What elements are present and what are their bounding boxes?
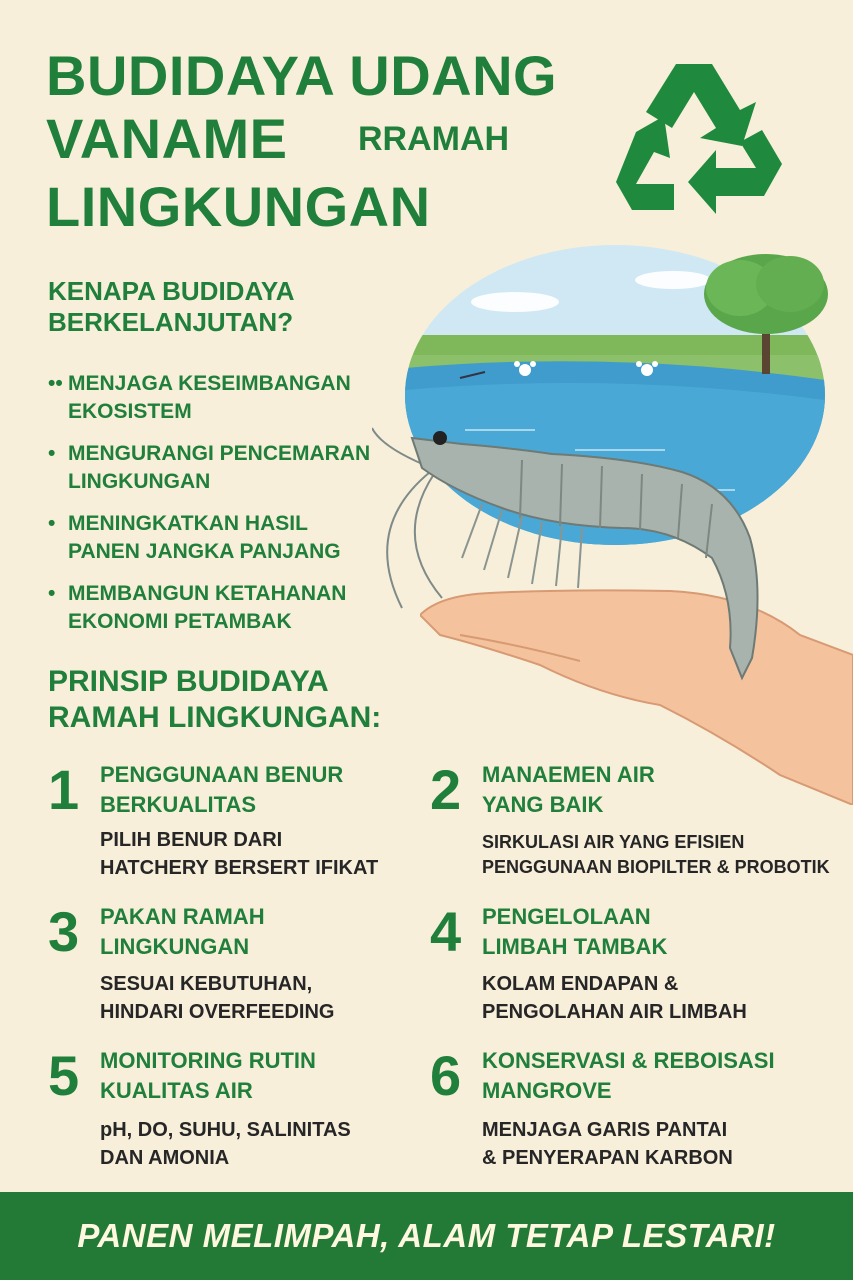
principles-heading-line-1: PRINSIP BUDIDAYA (48, 665, 329, 698)
why-heading (48, 276, 295, 338)
title-line-1: BUDIDAYA UDANG (46, 44, 558, 107)
why-item-line-2: LINGKUNGAN (68, 469, 211, 493)
why-item (48, 510, 408, 566)
principle-title-line-2: YANG BAIK (482, 791, 604, 817)
principle-title (482, 1046, 775, 1106)
principle-description-line-2: & PENYERAPAN KARBON (482, 1147, 733, 1169)
principle-number: 4 (430, 900, 462, 963)
principle-title (482, 902, 667, 962)
principle-title-line-1: PAKAN RAMAH (100, 904, 265, 929)
why-item-line-1: MEMBANGUN KETAHANAN (68, 582, 347, 605)
principle-title-line-1: MANAEMEN AIR (482, 762, 655, 787)
principle-title-line-1: KONSERVASI & REBOISASI (482, 1048, 775, 1073)
why-item-line-2: PANEN JANGKA PANJANG (68, 539, 341, 563)
principle-description-line-2: DAN AMONIA (100, 1147, 230, 1169)
principle-number: 2 (430, 758, 462, 821)
principle-description (482, 1116, 733, 1172)
why-item-line-1: MENINGKATKAN HASIL (68, 512, 308, 535)
why-item-line-2: EKOSISTEM (68, 399, 192, 423)
principle-title-line-2: MANGROVE (482, 1077, 612, 1103)
footer-banner (0, 1192, 853, 1280)
principle-number: 1 (48, 758, 80, 821)
why-heading-line-2: BERKELANJUTAN? (48, 307, 294, 338)
principle-description-line-2: HINDARI OVERFEEDING (100, 1001, 335, 1023)
principles-heading-line-2: RAMAH LINGKUNGAN: (48, 701, 382, 734)
principle-description (100, 970, 334, 1026)
principle-title-line-1: PENGELOLAAN (482, 904, 651, 929)
why-item (48, 370, 408, 426)
principle-title-line-1: MONITORING RUTIN (100, 1048, 316, 1073)
principle-title (482, 760, 655, 820)
principle-description-line-1: MENJAGA GARIS PANTAI (482, 1119, 728, 1141)
principle-description-line-1: SIRKULASI AIR YANG EFISIEN (482, 832, 745, 852)
principle-number: 3 (48, 900, 80, 963)
shrimp-illustration (372, 408, 802, 688)
principle-description (482, 830, 830, 880)
principle-description-line-1: SESUAI KEBUTUHAN, (100, 973, 313, 995)
principle-title-line-1: PENGGUNAAN BENUR (100, 762, 344, 787)
why-item (48, 580, 408, 636)
bullet-icon: • (48, 442, 56, 465)
principle-title (100, 760, 343, 820)
principle-title (100, 902, 265, 962)
principle-title-line-2: KUALITAS AIR (100, 1077, 253, 1103)
bullet-icon: • (48, 582, 56, 605)
principle-description-line-2: PENGGUNAAN BIOPILTER & PROBOTIK (482, 857, 830, 878)
principle-description-line-1: KOLAM ENDAPAN & (482, 973, 679, 995)
principle-description (100, 1116, 351, 1172)
principle-title-line-2: LINGKUNGAN (100, 933, 250, 959)
principle-title-line-2: LIMBAH TAMBAK (482, 933, 668, 959)
bullet-icon: •• (48, 372, 63, 395)
title-line-2-small: RRAMAH (358, 120, 510, 158)
bullet-icon: • (48, 512, 56, 535)
principle-description-line-1: pH, DO, SUHU, SALINITAS (100, 1119, 351, 1141)
principle-description (100, 826, 378, 882)
title-line-3: LINGKUNGAN (46, 175, 431, 238)
title-line-2: VANAME (46, 107, 288, 170)
principle-description (482, 970, 747, 1026)
why-item-line-1: MENJAGA KESEIMBANGAN (68, 372, 351, 395)
why-item-line-1: MENGURANGI PENCEMARAN (68, 442, 371, 465)
tree-icon (700, 248, 835, 378)
why-heading-line-1: KENAPA BUDIDAYA (48, 276, 295, 306)
why-item-line-2: EKONOMI PETAMBAK (68, 609, 292, 633)
principle-title-line-2: BERKUALITAS (100, 791, 257, 817)
principle-title (100, 1046, 316, 1106)
principle-description-line-2: PENGOLAHAN AIR LIMBAH (482, 1001, 747, 1023)
principle-number: 5 (48, 1044, 80, 1107)
why-item (48, 440, 408, 496)
recycle-icon (612, 46, 792, 228)
footer-slogan: PANEN MELIMPAH, ALAM TETAP LESTARI! (77, 1217, 776, 1254)
principle-description-line-1: PILIH BENUR DARI (100, 829, 283, 851)
principles-heading (48, 664, 381, 736)
principle-description-line-2: HATCHERY BERSERT IFIKAT (100, 857, 379, 879)
principle-number: 6 (430, 1044, 462, 1107)
